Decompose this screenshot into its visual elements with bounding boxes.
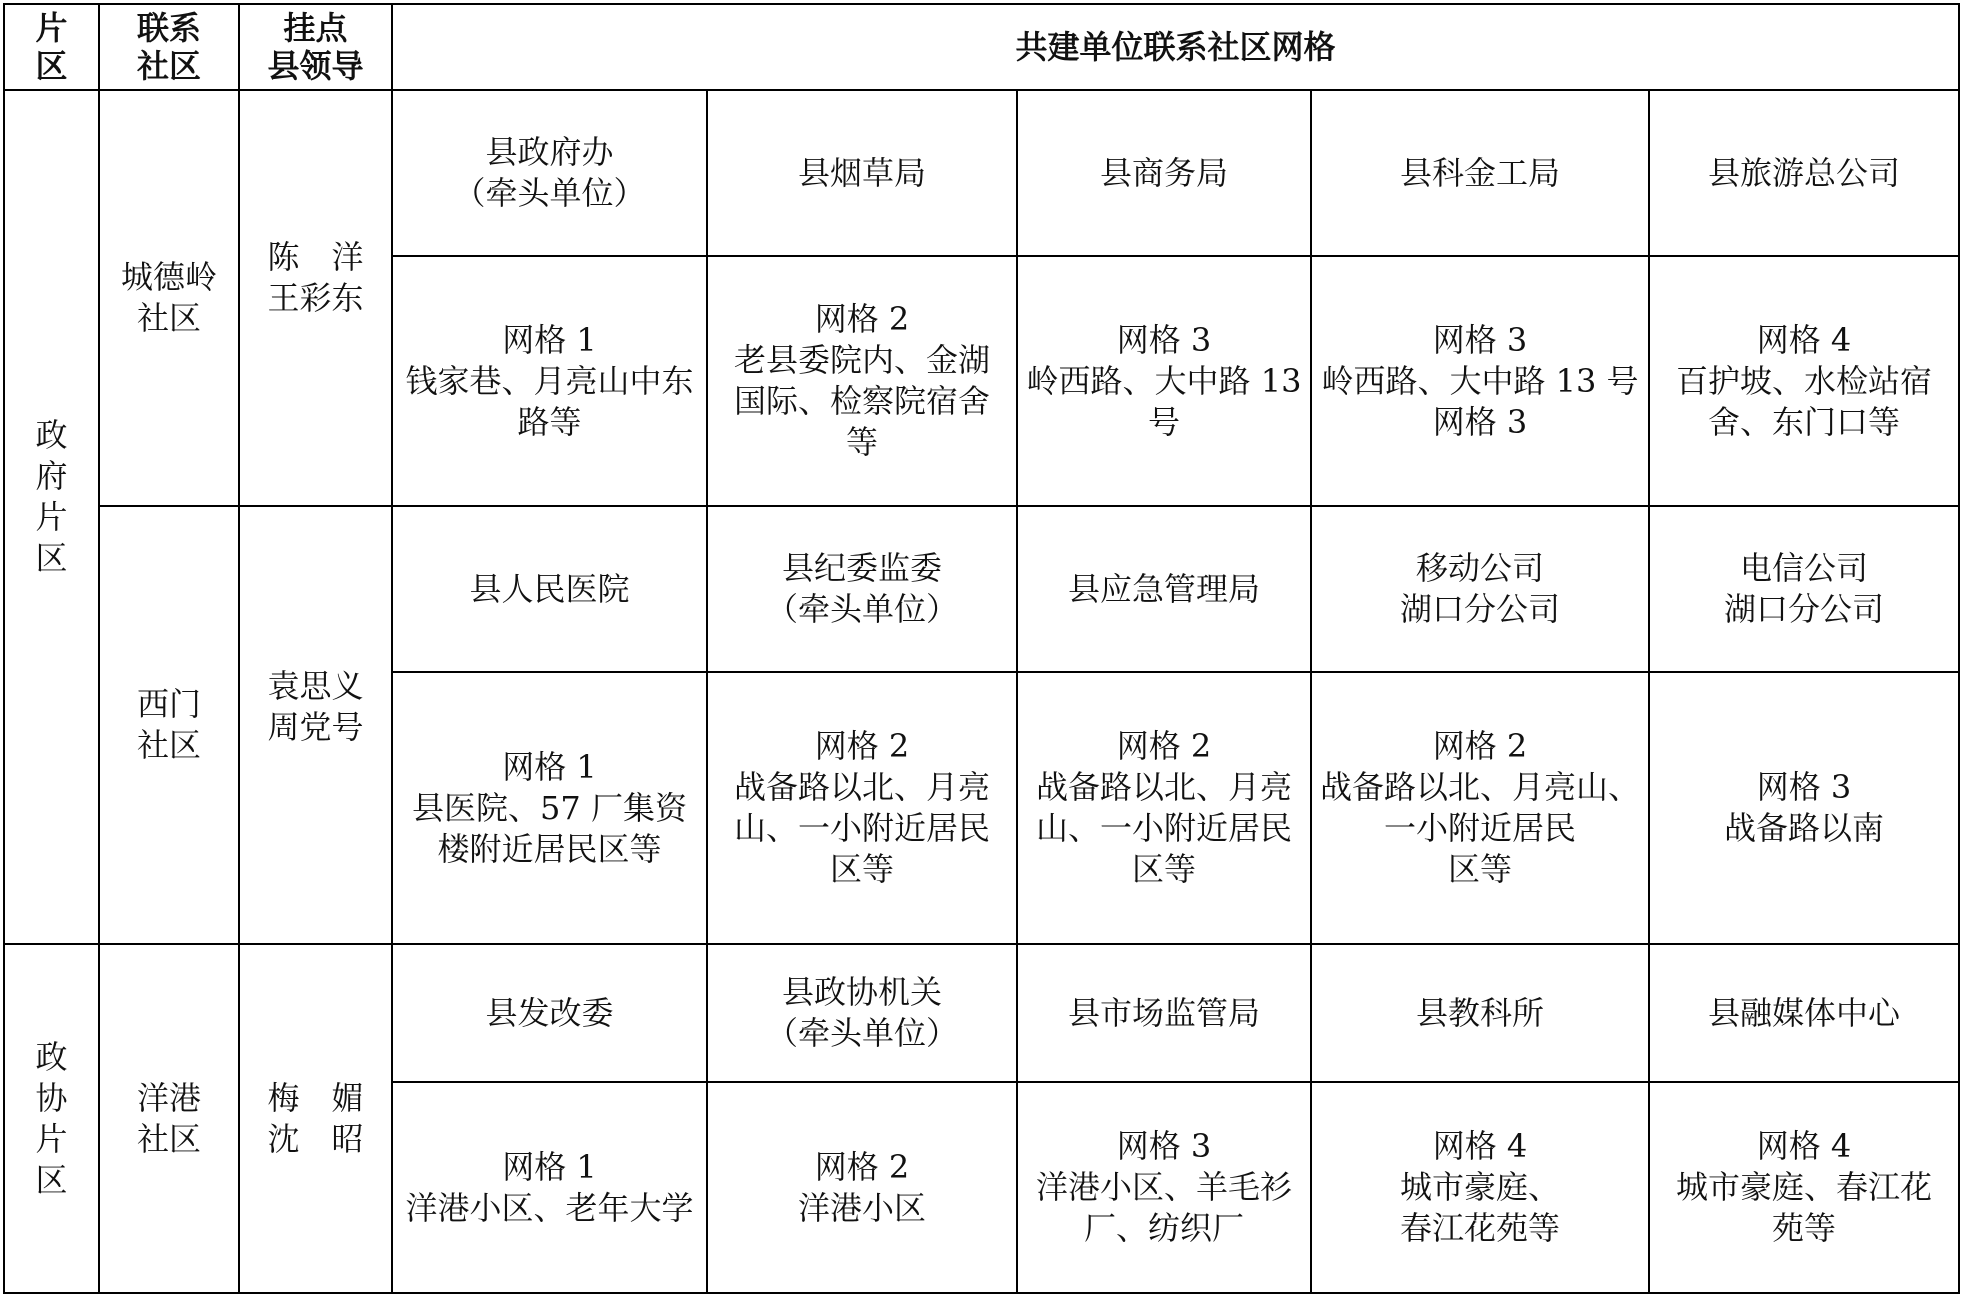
grid-cell: 网格 2 战备路以北、月亮 山、一小附近居民 区等 <box>707 672 1017 944</box>
leader-names: 陈 洋 王彩东 <box>239 90 392 506</box>
header-district: 片 区 <box>4 4 99 90</box>
unit-cell: 县纪委监委 （牵头单位） <box>707 506 1017 672</box>
unit-cell: 移动公司 湖口分公司 <box>1311 506 1649 672</box>
unit-cell: 县科金工局 <box>1311 90 1649 256</box>
unit-cell: 县融媒体中心 <box>1649 944 1959 1082</box>
community-name: 西门 社区 <box>99 506 239 944</box>
grid-cell: 网格 3 岭西路、大中路 13 号 <box>1017 256 1311 506</box>
grid-cell: 网格 1 洋港小区、老年大学 <box>392 1082 707 1293</box>
unit-row <box>4 90 1959 256</box>
grid-cell: 网格 2 战备路以北、月亮山、 一小附近居民 区等 <box>1311 672 1649 944</box>
grid-cell: 网格 2 老县委院内、金湖 国际、检察院宿舍 等 <box>707 256 1017 506</box>
grid-cell: 网格 3 洋港小区、羊毛衫 厂、纺织厂 <box>1017 1082 1311 1293</box>
grid-cell: 网格 3 岭西路、大中路 13 号 网格 3 <box>1311 256 1649 506</box>
grid-cell: 网格 1 县医院、57 厂集资 楼附近居民区等 <box>392 672 707 944</box>
unit-cell: 县政府办 （牵头单位） <box>392 90 707 256</box>
header-community: 联系 社区 <box>99 4 239 90</box>
header-row <box>4 4 1959 90</box>
unit-row <box>4 506 1959 672</box>
grid-cell: 网格 2 洋港小区 <box>707 1082 1017 1293</box>
district-name: 政 府 片 区 <box>4 90 99 944</box>
unit-cell: 县发改委 <box>392 944 707 1082</box>
unit-cell: 县市场监管局 <box>1017 944 1311 1082</box>
grid-cell: 网格 3 战备路以南 <box>1649 672 1959 944</box>
unit-cell: 县旅游总公司 <box>1649 90 1959 256</box>
community-name: 城德岭 社区 <box>99 90 239 506</box>
leader-names: 袁思义 周党号 <box>239 506 392 944</box>
community-grid-table <box>3 3 1960 1294</box>
header-grid: 共建单位联系社区网格 <box>392 4 1959 90</box>
unit-cell: 县教科所 <box>1311 944 1649 1082</box>
unit-cell: 县商务局 <box>1017 90 1311 256</box>
grid-cell: 网格 1 钱家巷、月亮山中东 路等 <box>392 256 707 506</box>
header-leader: 挂点 县领导 <box>239 4 392 90</box>
grid-cell: 网格 2 战备路以北、月亮 山、一小附近居民 区等 <box>1017 672 1311 944</box>
unit-cell: 县政协机关 （牵头单位） <box>707 944 1017 1082</box>
unit-cell: 县人民医院 <box>392 506 707 672</box>
leader-names: 梅 媚 沈 昭 <box>239 944 392 1293</box>
unit-cell: 电信公司 湖口分公司 <box>1649 506 1959 672</box>
unit-row <box>4 944 1959 1082</box>
unit-cell: 县烟草局 <box>707 90 1017 256</box>
grid-cell: 网格 4 百护坡、水检站宿 舍、东门口等 <box>1649 256 1959 506</box>
district-name: 政 协 片 区 <box>4 944 99 1293</box>
grid-cell: 网格 4 城市豪庭、春江花 苑等 <box>1649 1082 1959 1293</box>
community-name: 洋港 社区 <box>99 944 239 1293</box>
unit-cell: 县应急管理局 <box>1017 506 1311 672</box>
grid-cell: 网格 4 城市豪庭、 春江花苑等 <box>1311 1082 1649 1293</box>
